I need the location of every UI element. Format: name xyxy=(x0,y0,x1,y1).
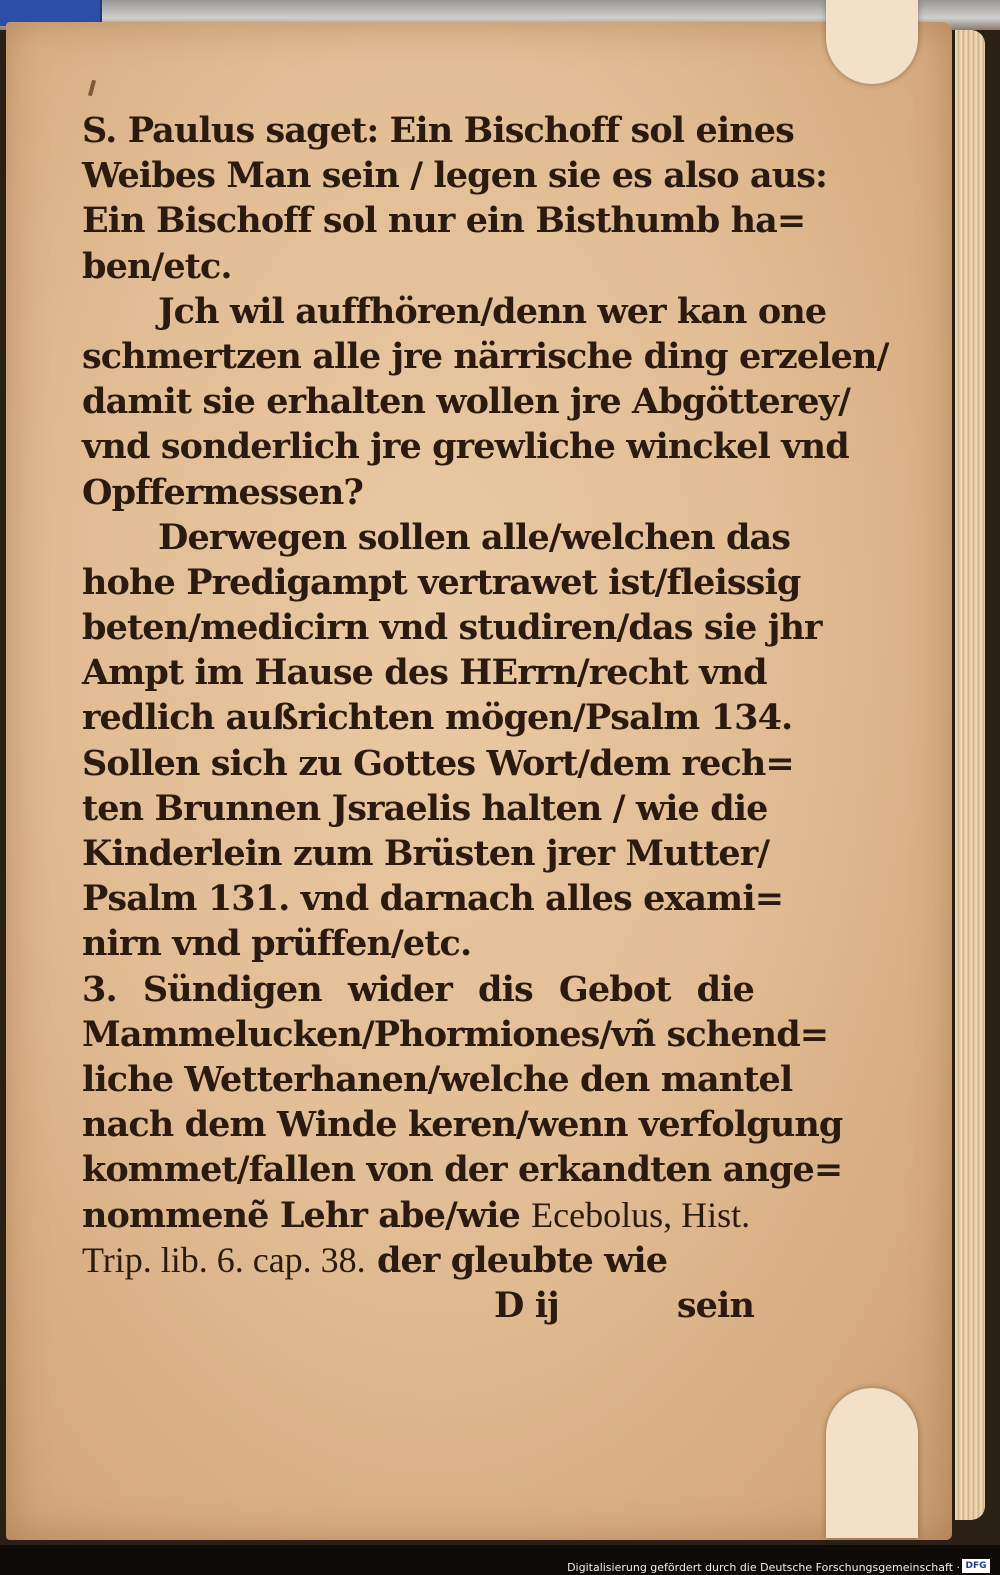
text-line: Kinderlein zum Brüsten jrer Mutter/ xyxy=(82,833,770,874)
latin-citation: Trip. lib. 6. cap. 38. xyxy=(82,1239,366,1280)
signature-line xyxy=(82,1283,754,1328)
text-fragment: der gleubte wie xyxy=(365,1239,668,1281)
numbered-point-line: 3. Sündigen wider dis Gebot die xyxy=(82,968,754,1010)
text-line: Weibes Man sein / legen sie es also aus: xyxy=(82,155,828,197)
text-line: Ein Bischoff sol nur ein Bisthumb ha= xyxy=(82,200,806,242)
latin-reference: Ecebolus, Hist. xyxy=(531,1194,751,1235)
paragraph-start-line: Jch wil auffhören/denn wer kan one xyxy=(158,290,827,332)
text-line: ten Brunnen Jsraelis halten / wie die xyxy=(82,787,768,829)
text-line: kommet/fallen von der erkandten ange= xyxy=(82,1149,843,1191)
digitization-credit: Digitalisierung gefördert durch die Deutsche Forschungsgemeinschaft · xyxy=(567,1561,960,1574)
text-line: S. Paulus saget: Ein Bischoff sol eines xyxy=(82,110,794,151)
text-line: redlich außrichten mögen/Psalm 134. xyxy=(82,697,793,739)
text-line: Ampt im Hause des HErrn/recht vnd xyxy=(82,652,767,694)
text-line: Opffermessen? xyxy=(82,471,364,513)
text-line: nach dem Winde keren/wenn verfolgung xyxy=(82,1104,843,1146)
page-text xyxy=(82,108,889,1328)
text-line-mixed xyxy=(82,1238,754,1283)
text-line: beten/medicirn vnd studiren/das sie jhr xyxy=(82,607,822,649)
text-line: vnd sonderlich jre grewliche winckel vnd xyxy=(82,426,849,468)
text-line: damit sie erhalten wollen jre Abgötterey/ xyxy=(82,381,850,423)
text-line: nirn vnd prüffen/etc. xyxy=(82,923,472,965)
text-line: hohe Predigampt vertrawet ist/fleissig xyxy=(82,561,801,603)
text-line: liche Wetterhanen/welche den mantel xyxy=(82,1058,793,1100)
text-line: Sollen sich zu Gottes Wort/dem rech= xyxy=(82,742,794,784)
paragraph-start-line: Derwegen sollen alle/welchen das xyxy=(158,516,791,558)
text-fragment: nommenẽ Lehr abe/wie xyxy=(82,1194,532,1236)
text-line-mixed xyxy=(82,1193,754,1238)
text-line: schmertzen alle jre närrische ding erzelen/ xyxy=(82,335,889,377)
text-line: Mammelucken/Phormiones/vñ schend= xyxy=(82,1013,829,1055)
signature-mark: D ij xyxy=(494,1284,559,1326)
text-line: Psalm 131. vnd darnach alles exami= xyxy=(82,878,784,920)
catchword: sein xyxy=(676,1284,754,1326)
text-line: ben/etc. xyxy=(82,245,232,287)
dfg-logo: DFG xyxy=(962,1559,990,1573)
page-edge-stack xyxy=(955,30,985,1520)
bottom-page-clip xyxy=(826,1388,918,1538)
